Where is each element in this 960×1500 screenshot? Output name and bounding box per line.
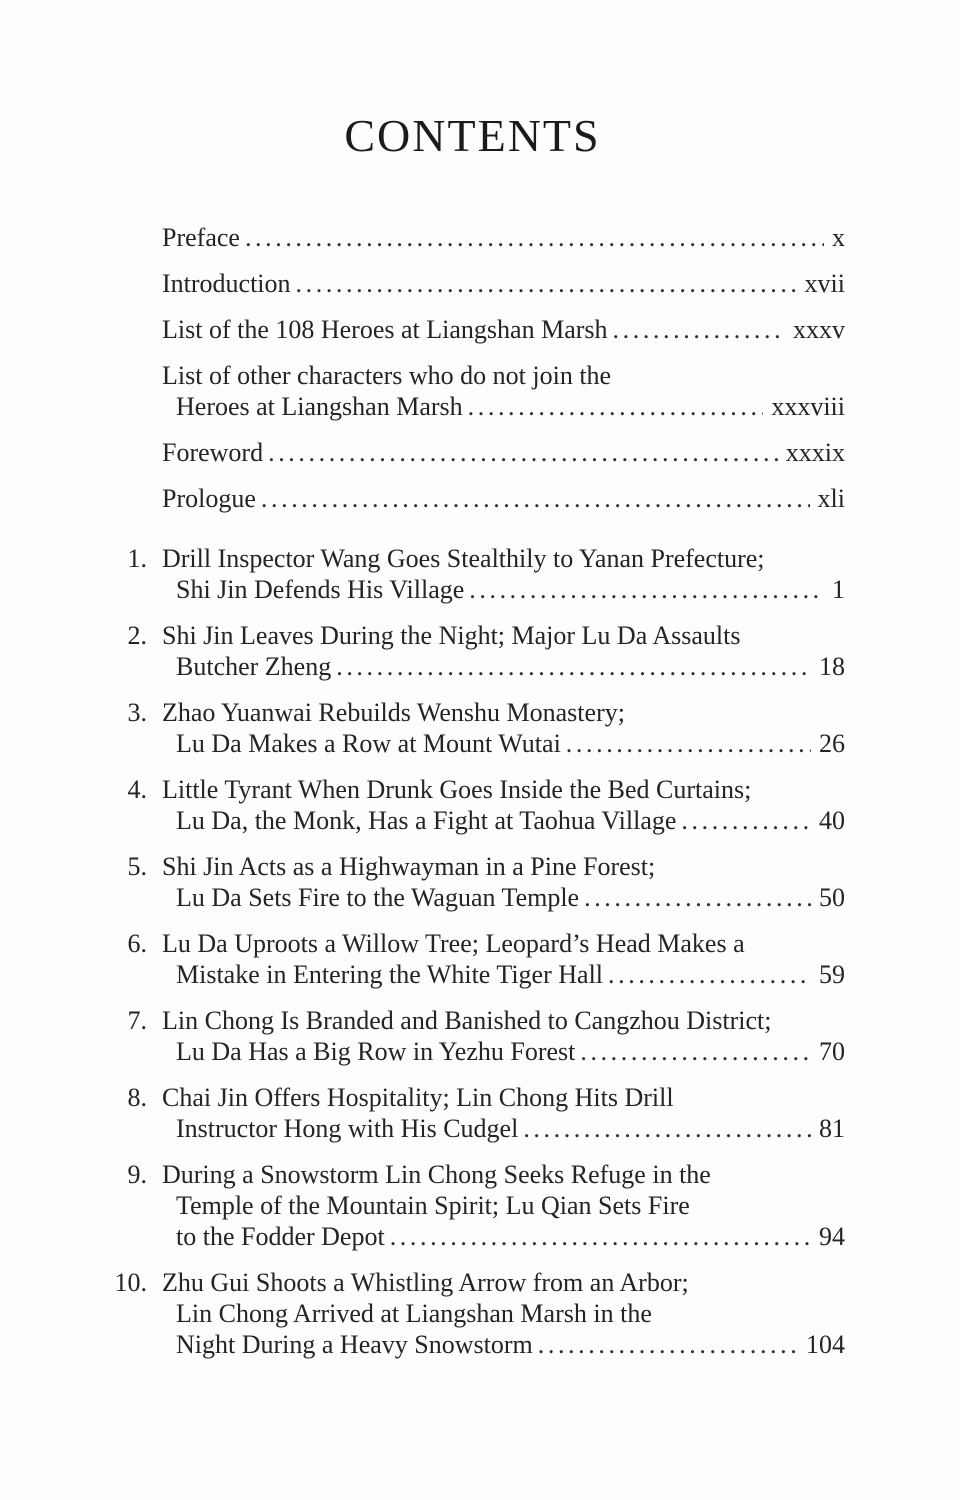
chapter-title xyxy=(162,697,845,759)
toc-entry-text: Lu Da Makes a Row at Mount Wutai xyxy=(176,729,561,758)
chapter-entry xyxy=(100,928,845,990)
front-matter-entry xyxy=(162,222,845,253)
dot-leader xyxy=(538,1329,798,1360)
toc-line xyxy=(162,543,845,574)
chapter-entry xyxy=(100,1159,845,1252)
chapter-title xyxy=(162,1267,845,1360)
chapter-title xyxy=(162,543,845,605)
toc-line xyxy=(162,1190,845,1221)
chapter-list xyxy=(100,543,845,1360)
front-matter-list xyxy=(100,222,845,514)
toc-line xyxy=(162,620,845,651)
chapter-entry xyxy=(100,1082,845,1144)
toc-entry-text: Lu Da Has a Big Row in Yezhu Forest xyxy=(176,1037,576,1066)
chapter-entry xyxy=(100,1005,845,1067)
toc-entry-text: Lin Chong Is Branded and Banished to Cangzhou District; xyxy=(162,1006,772,1035)
dot-leader xyxy=(245,222,824,253)
toc-line xyxy=(162,728,845,759)
dot-leader xyxy=(566,728,811,759)
toc-line xyxy=(162,268,845,299)
chapter-number: 6. xyxy=(127,929,147,958)
toc-entry-text: Shi Jin Defends His Village xyxy=(176,575,465,604)
dot-leader xyxy=(469,574,824,605)
front-matter-entry xyxy=(162,314,845,345)
toc-entry-text: Shi Jin Acts as a Highwayman in a Pine Forest; xyxy=(162,852,656,881)
front-matter-entry xyxy=(162,437,845,468)
toc-line xyxy=(162,1159,845,1190)
toc-line xyxy=(162,697,845,728)
toc-line xyxy=(162,1329,845,1360)
chapter-title xyxy=(162,774,845,836)
chapter-entry xyxy=(100,543,845,605)
dot-leader xyxy=(296,268,797,299)
dot-leader xyxy=(261,483,810,514)
dot-leader xyxy=(584,882,811,913)
toc-entry-text: Shi Jin Leaves During the Night; Major Lu Da Assaults xyxy=(162,621,741,650)
chapter-number: 8. xyxy=(127,1083,147,1112)
page-number: xli xyxy=(817,484,845,513)
chapter-entry xyxy=(100,1267,845,1360)
toc-entry-text: Lu Da Uproots a Willow Tree; Leopard’s Head Makes a xyxy=(162,929,745,958)
page-number: 40 xyxy=(819,806,845,835)
toc-entry-text: to the Fodder Depot xyxy=(176,1222,385,1251)
page-number: 59 xyxy=(819,960,845,989)
toc-entry-text: Drill Inspector Wang Goes Stealthily to Yanan Prefecture; xyxy=(162,544,765,573)
page-number: 94 xyxy=(819,1222,845,1251)
toc-entry-text: Chai Jin Offers Hospitality; Lin Chong Hits Drill xyxy=(162,1083,674,1112)
chapter-number: 7. xyxy=(127,1006,147,1035)
page-number: xxxviii xyxy=(771,392,845,421)
toc-entry-text: Instructor Hong with His Cudgel xyxy=(176,1114,519,1143)
toc-line xyxy=(162,1082,845,1113)
page-number: xvii xyxy=(804,269,845,298)
chapter-entry xyxy=(100,697,845,759)
chapter-title xyxy=(162,1005,845,1067)
toc-entry-text: Prologue xyxy=(162,484,256,513)
toc-entry-text: Heroes at Liangshan Marsh xyxy=(176,392,463,421)
page-number: x xyxy=(832,223,845,252)
toc-entry-text: Butcher Zheng xyxy=(176,652,332,681)
toc-line xyxy=(162,928,845,959)
chapter-number: 1. xyxy=(127,544,147,573)
toc-entry-text: Little Tyrant When Drunk Goes Inside the Bed Curtains; xyxy=(162,775,752,804)
chapter-title xyxy=(162,1159,845,1252)
toc-line xyxy=(162,483,845,514)
chapter-number: 2. xyxy=(127,621,147,650)
chapter-title xyxy=(162,620,845,682)
dot-leader xyxy=(390,1221,811,1252)
chapter-number: 4. xyxy=(127,775,147,804)
toc-entry-text: Lin Chong Arrived at Liangshan Marsh in the xyxy=(176,1299,652,1328)
dot-leader xyxy=(613,314,785,345)
toc-entry-text: Mistake in Entering the White Tiger Hall xyxy=(176,960,604,989)
page-title: CONTENTS xyxy=(344,110,601,161)
toc-line xyxy=(162,1113,845,1144)
chapter-title xyxy=(162,1082,845,1144)
page-number: 18 xyxy=(819,652,845,681)
chapter-entry xyxy=(100,620,845,682)
page-number: xxxv xyxy=(793,315,845,344)
toc-line xyxy=(162,851,845,882)
toc-entry-text: Foreword xyxy=(162,438,264,467)
toc-line xyxy=(162,959,845,990)
toc-entry-text: Night During a Heavy Snowstorm xyxy=(176,1330,533,1359)
front-matter-entry xyxy=(162,360,845,422)
page-number: xxxix xyxy=(785,438,845,467)
dot-leader xyxy=(336,651,811,682)
toc-line xyxy=(162,1036,845,1067)
page-number: 50 xyxy=(819,883,845,912)
page-number: 70 xyxy=(819,1037,845,1066)
toc-entry-text: Zhao Yuanwai Rebuilds Wenshu Monastery; xyxy=(162,698,625,727)
front-matter-entry xyxy=(162,268,845,299)
toc-line xyxy=(162,391,845,422)
toc-line xyxy=(162,314,845,345)
toc-line xyxy=(162,222,845,253)
toc-entry-text: Lu Da Sets Fire to the Waguan Temple xyxy=(176,883,580,912)
dot-leader xyxy=(468,391,764,422)
toc-line xyxy=(162,805,845,836)
toc-line xyxy=(162,882,845,913)
toc-entry-text: Introduction xyxy=(162,269,291,298)
page-number: 104 xyxy=(806,1330,845,1359)
dot-leader xyxy=(523,1113,811,1144)
toc-line xyxy=(162,774,845,805)
dot-leader xyxy=(608,959,811,990)
toc-line xyxy=(162,1267,845,1298)
dot-leader xyxy=(580,1036,811,1067)
page-number: 26 xyxy=(819,729,845,758)
toc-entry-text: During a Snowstorm Lin Chong Seeks Refuge in the xyxy=(162,1160,711,1189)
front-matter-entry xyxy=(162,483,845,514)
page-number: 1 xyxy=(832,575,845,604)
toc-line xyxy=(162,437,845,468)
toc-entry-text: Preface xyxy=(162,223,240,252)
toc-line xyxy=(162,1298,845,1329)
dot-leader xyxy=(681,805,811,836)
chapter-title xyxy=(162,851,845,913)
toc-entry-text: Zhu Gui Shoots a Whistling Arrow from an Arbor; xyxy=(162,1268,689,1297)
dot-leader xyxy=(268,437,778,468)
chapter-number: 5. xyxy=(127,852,147,881)
toc-entry-text: List of other characters who do not join the xyxy=(162,361,612,390)
chapter-entry xyxy=(100,774,845,836)
toc-line xyxy=(162,360,845,391)
toc-line xyxy=(162,1221,845,1252)
page-number: 81 xyxy=(819,1114,845,1143)
toc-line xyxy=(162,1005,845,1036)
toc-entry-text: List of the 108 Heroes at Liangshan Marsh xyxy=(162,315,608,344)
toc-entry-text: Lu Da, the Monk, Has a Fight at Taohua Village xyxy=(176,806,677,835)
toc-line xyxy=(162,651,845,682)
toc-entry-text: Temple of the Mountain Spirit; Lu Qian Sets Fire xyxy=(176,1191,690,1220)
chapter-entry xyxy=(100,851,845,913)
chapter-title xyxy=(162,928,845,990)
chapter-number: 9. xyxy=(127,1160,147,1189)
chapter-number: 3. xyxy=(127,698,147,727)
chapter-number: 10. xyxy=(114,1268,147,1297)
toc-line xyxy=(162,574,845,605)
